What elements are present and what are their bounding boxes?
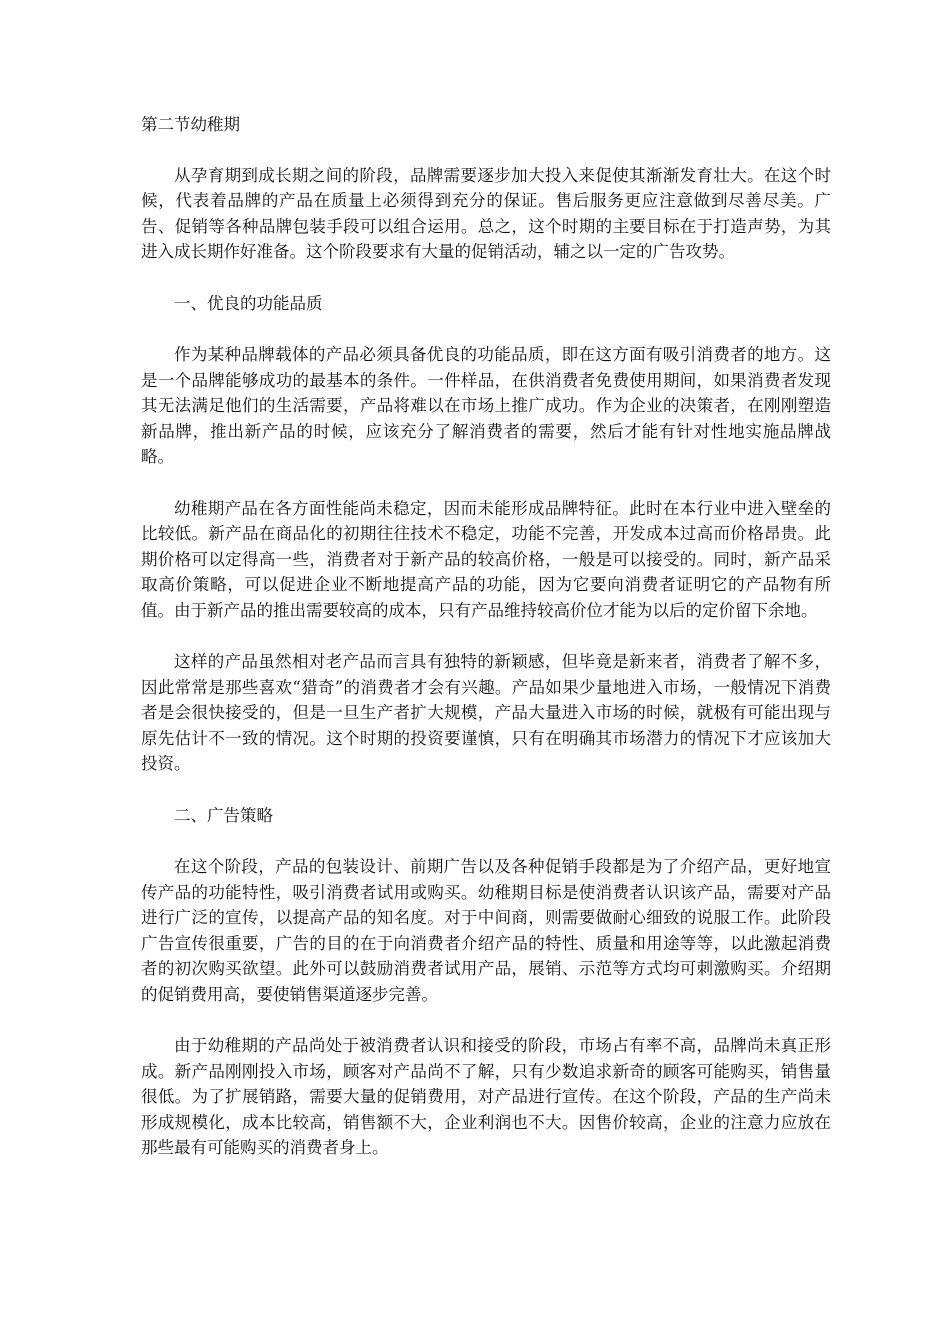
intro-paragraph: 从孕育期到成长期之间的阶段，品牌需要逐步加大投入来促使其渐渐发育壮大。在这个时候，代表着品牌的产品在质量上必须得到充分的保证。售后服务更应注意做到尽善尽美。广告、促销等各种品牌包装手段可以组合运用。总之，这个时期的主要目标在于打造声势，为其进入成长期作好准备。这个阶段要求有大量的促销活动，辅之以一定的广告攻势。 bbox=[141, 165, 831, 261]
paragraph-market-share: 由于幼稚期的产品尚处于被消费者认识和接受的阶段，市场占有率不高，品牌尚未真正形成。新产品刚刚投入市场，顾客对产品尚不了解，只有少数追求新奇的顾客可能购买，销售量很低。为了扩展销路，需要大量的促销费用，对产品进行宣传。在这个阶段，产品的生产尚未形成规模化，成本比较高，销售额不大，企业利润也不大。因售价较高，企业的注意力应放在那些最有可能购买的消费者身上。 bbox=[141, 1036, 831, 1157]
heading-functional-quality: 一、优良的功能品质 bbox=[174, 293, 323, 313]
paragraph-advertising: 在这个阶段，产品的包装设计、前期广告以及各种促销手段都是为了介绍产品，更好地宣传产品的功能特性，吸引消费者试用或购买。幼稚期目标是使消费者认识该产品，需要对产品进行广泛的宣传，以提高产品的知名度。对于中间商，则需要做耐心细致的说服工作。此阶段广告宣传很重要，广告的目的在于向消费者介绍产品的特性、质量和用途等等，以此激起消费者的初次购买欲望。此外可以鼓励消费者试用产品，展销、示范等方式均可刺激购买。介绍期的促销费用高，要使销售渠道逐步完善。 bbox=[141, 857, 831, 1004]
section-title: 第二节幼稚期 bbox=[141, 115, 240, 134]
paragraph-functional-quality: 作为某种品牌载体的产品必须具备优良的功能品质，即在这方面有吸引消费者的地方。这是一个品牌能够成功的最基本的条件。一件样品，在供消费者免费使用期间，如果消费者发现其无法满足他们的生活需要，产品将难以在市场上推广成功。作为企业的决策者，在刚刚塑造新品牌，推出新产品的时候，应该充分了解消费者的需要，然后才能有针对性地实施品牌战略。 bbox=[141, 345, 831, 466]
paragraph-infancy-product: 幼稚期产品在各方面性能尚未稳定，因而未能形成品牌特征。此时在本行业中进入壁垒的比较低。新产品在商品化的初期往往技术不稳定，功能不完善，开发成本过高而价格昂贵。此期价格可以定得高一些，消费者对于新产品的较高价格，一般是可以接受的。同时，新产品采取高价策略，可以促进企业不断地提高产品的功能，因为它要向消费者证明它的产品物有所值。由于新产品的推出需要较高的成本，只有产品维持较高价位才能为以后的定价留下余地。 bbox=[141, 498, 831, 620]
paragraph-new-product-risk: 这样的产品虽然相对老产品而言具有独特的新颖感，但毕竟是新来者，消费者了解不多，因此常常是那些喜欢“猎奇”的消费者才会有兴趣。产品如果少量地进入市场，一般情况下消费者是会很快接受的，但是一旦生产者扩大规模，产品大量进入市场的时候，就极有可能出现与原先估计不一致的情况。这个时期的投资要谨慎，只有在明确其市场潜力的情况下才应该加大投资。 bbox=[141, 652, 831, 773]
document-body bbox=[141, 112, 831, 1187]
heading-advertising-strategy: 二、广告策略 bbox=[174, 805, 273, 825]
